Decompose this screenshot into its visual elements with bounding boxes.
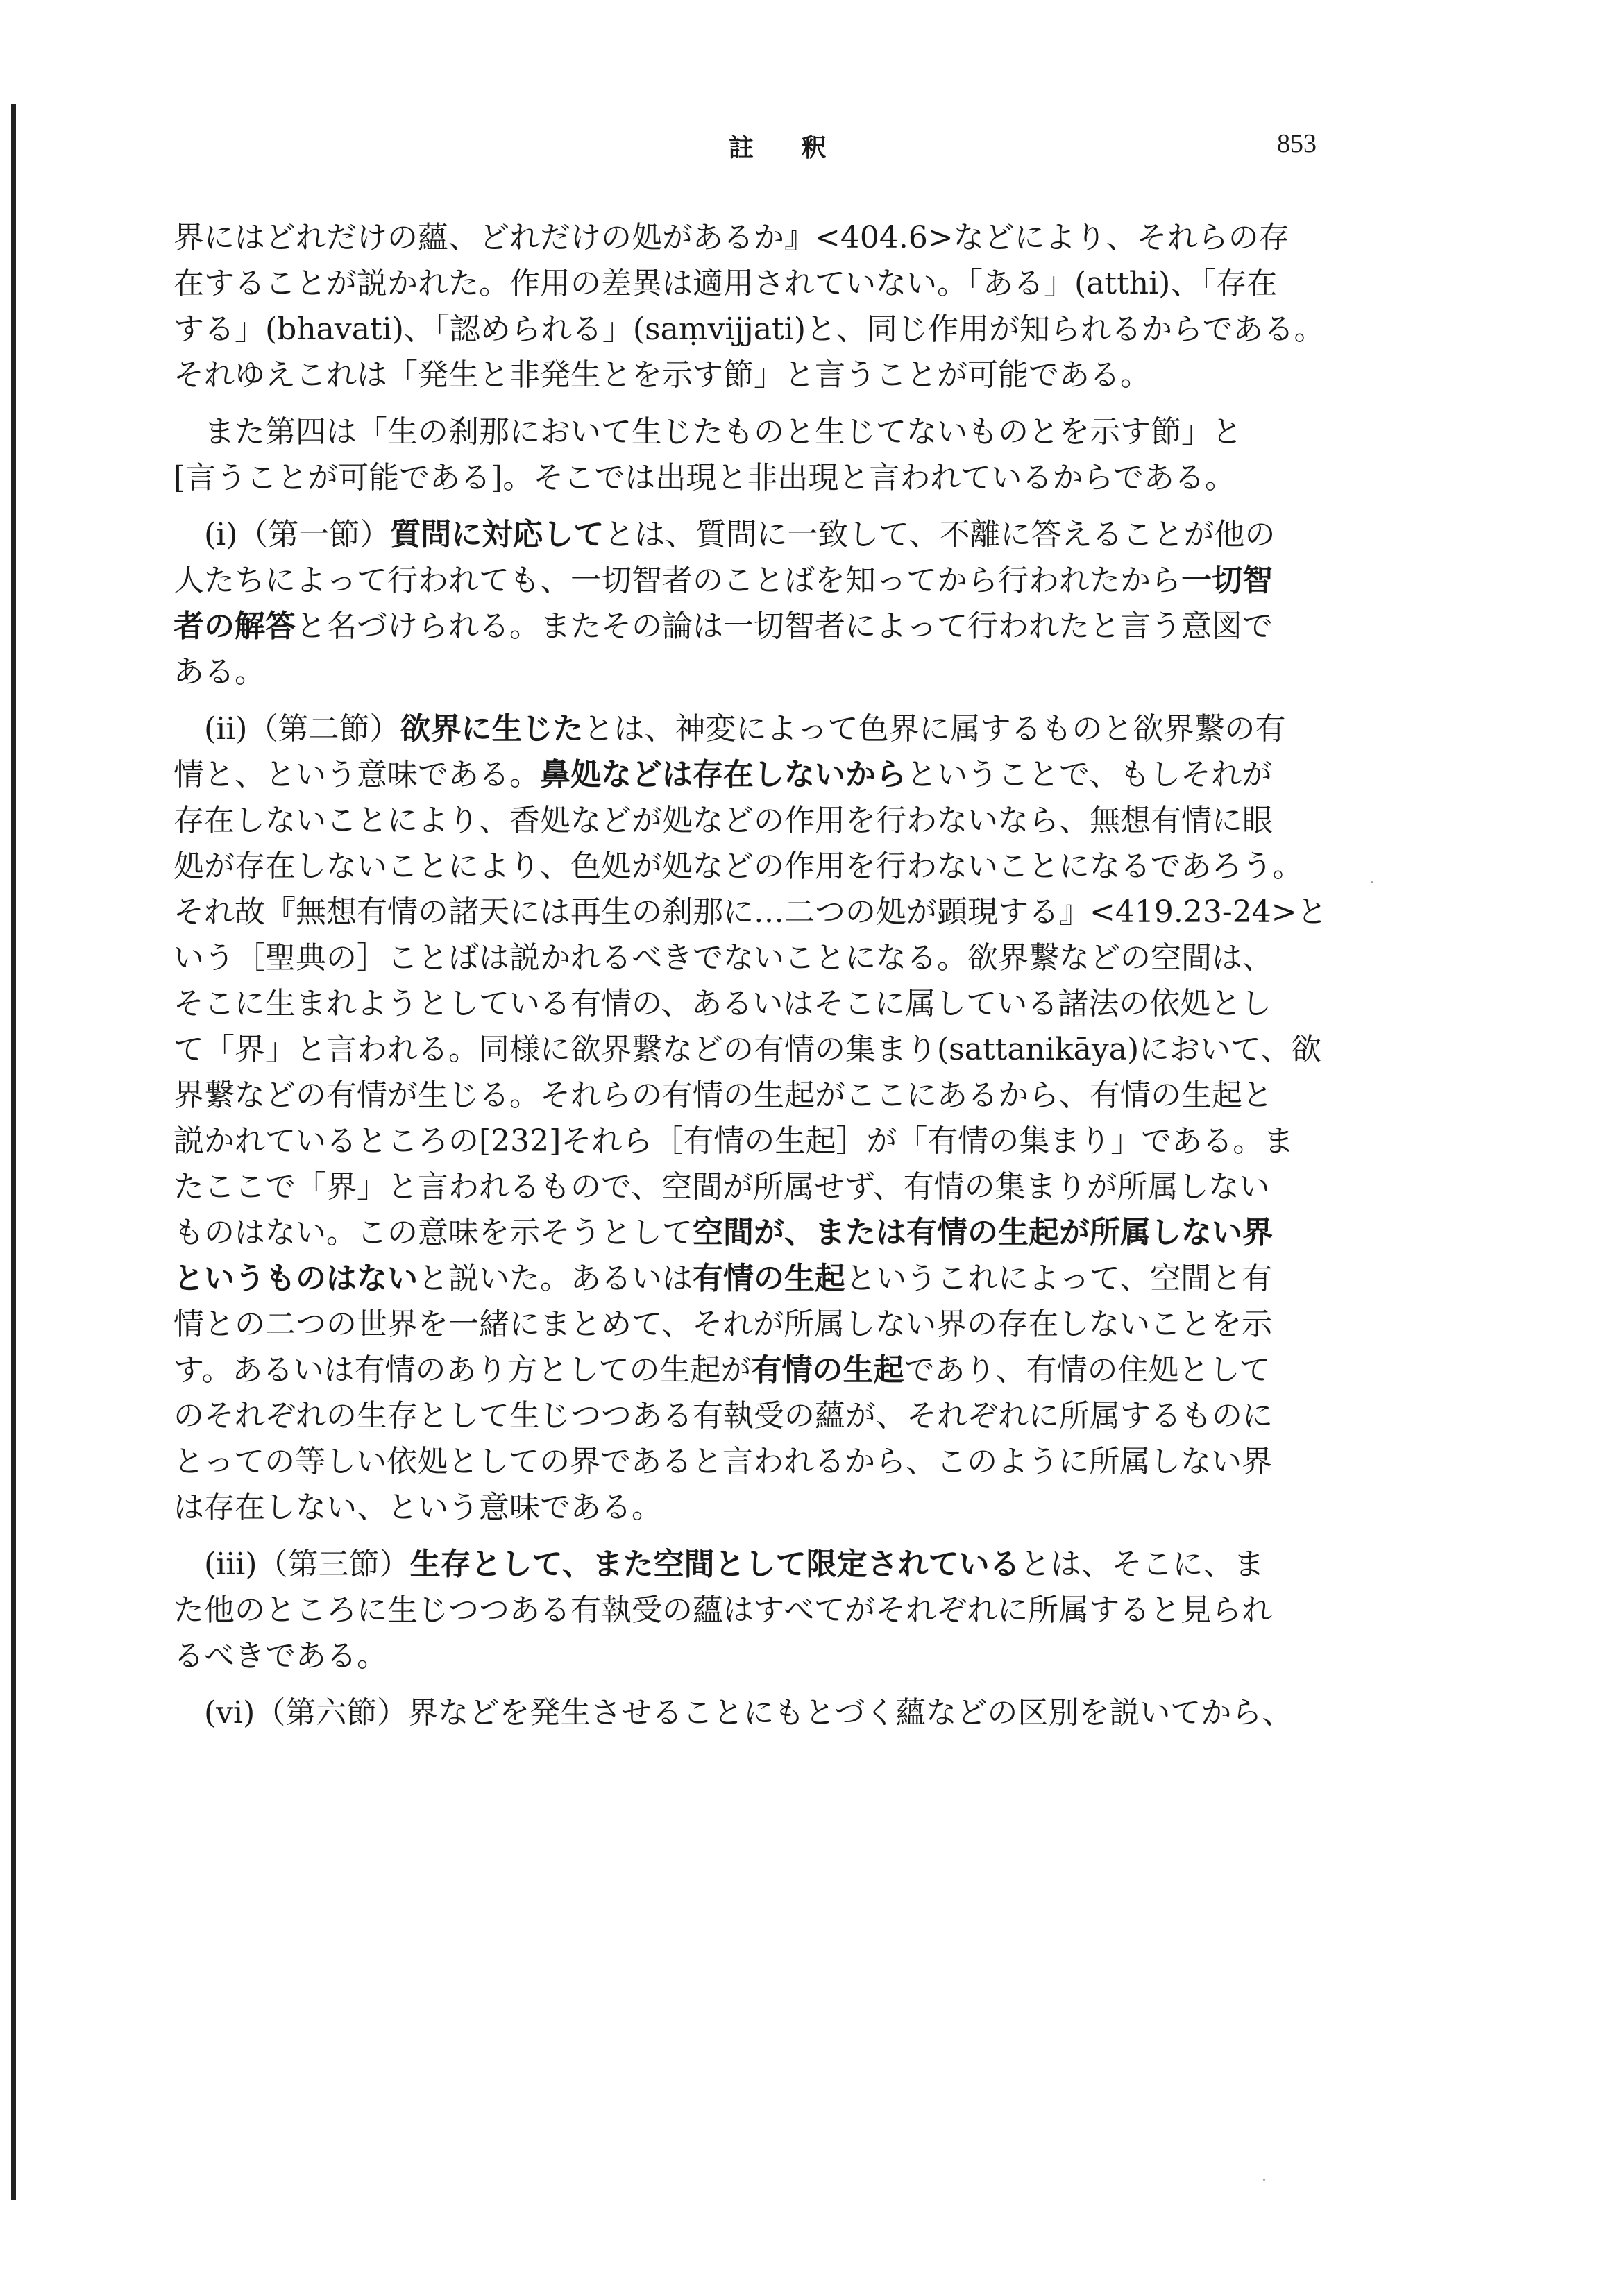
text-segment: いう［聖典の］ことばは説かれるべきでないことになる。欲界繋などの空間は、: [174, 940, 1273, 976]
text-line: [174, 1485, 1360, 1531]
paragraph: [174, 1690, 1360, 1736]
paragraph: [174, 1542, 1360, 1679]
text-line: [174, 752, 1360, 798]
text-line: [174, 455, 1360, 501]
paragraph-gap: [174, 1531, 1360, 1542]
text-segment: た他のところに生じつつある有執受の蘊はすべてがそれぞれに所属すると見られ: [174, 1592, 1273, 1628]
text-segment: (i)（第一節）: [174, 517, 391, 552]
text-segment: ということで、もしそれが: [906, 757, 1273, 792]
text-segment: す。あるいは有情のあり方としての生起が: [174, 1352, 752, 1388]
text-line: [174, 844, 1360, 890]
text-segment: それ故『無想有情の諸天には再生の刹那に…二つの処が顕現する』<419.23-24>と: [174, 894, 1328, 930]
text-segment: であり、有情の住処として: [904, 1352, 1271, 1388]
text-segment: 存在しないことにより、香処などが処などの作用を行わないなら、無想有情に眼: [174, 803, 1273, 838]
text-segment: (ii)（第二節）: [174, 711, 400, 747]
paragraph: [174, 512, 1360, 695]
text-line: [174, 1210, 1360, 1256]
text-segment: (vi)（第六節）界などを発生させることにもとづく蘊などの区別を説いてから、: [174, 1695, 1293, 1730]
text-segment: ものはない。この意味を示そうとして: [174, 1215, 693, 1250]
text-line: [174, 352, 1360, 398]
bold-term: 生存として、また空間として限定されている: [409, 1547, 1020, 1582]
text-segment: と名づけられる。またその論は一切智者によって行われたと言う意図で: [296, 609, 1273, 644]
text-segment: て「界」と言われる。同様に欲界繋などの有情の集まり(sattanikāya)において、欲: [174, 1032, 1322, 1067]
bold-term: 質問に対応して: [390, 517, 604, 552]
text-segment: るべきである。: [174, 1638, 387, 1674]
bold-term: 有情の生起: [751, 1352, 904, 1388]
text-line: [174, 1542, 1360, 1588]
text-segment: [言うことが可能である]。そこでは出現と非出現と言われているからである。: [174, 460, 1235, 495]
paragraph: [174, 706, 1360, 1531]
text-line: [174, 261, 1360, 307]
paragraph-gap: [174, 398, 1360, 409]
text-segment: また第四は「生の刹那において生じたものと生じてないものとを示す節」と: [174, 414, 1242, 450]
text-line: [174, 215, 1360, 261]
text-segment: 界にはどれだけの蘊、どれだけの処があるか』<404.6>などにより、それらの存: [174, 220, 1289, 255]
text-segment: (iii)（第三節）: [174, 1547, 410, 1582]
scan-speck: [1371, 881, 1373, 883]
text-line: [174, 649, 1360, 695]
text-segment: たここで「界」と言われるもので、空間が所属せず、有情の集まりが所属しない: [174, 1169, 1270, 1205]
text-line: [174, 1164, 1360, 1210]
page-header: [0, 128, 1624, 170]
text-segment: 界繋などの有情が生じる。それらの有情の生起がここにあるから、有情の生起と: [174, 1078, 1273, 1113]
text-line: [174, 604, 1360, 649]
paragraph: [174, 215, 1360, 398]
text-line: [174, 1256, 1360, 1302]
text-segment: とは、そこに、ま: [1020, 1547, 1264, 1582]
bold-term: 一切智: [1181, 563, 1273, 598]
text-segment: そこに生まれようとしている有情の、あるいはそこに属している諸法の依処とし: [174, 986, 1272, 1021]
paragraph: [174, 409, 1360, 501]
text-line: [174, 558, 1360, 604]
text-segment: 説かれているところの[232]それら［有情の生起］が「有情の集まり」である。ま: [174, 1123, 1294, 1159]
paragraph-gap: [174, 695, 1360, 706]
text-segment: と説いた。あるいは: [418, 1261, 693, 1296]
body-text: [174, 215, 1360, 1736]
text-line: [174, 409, 1360, 455]
scan-speck: [1263, 2179, 1265, 2181]
text-line: [174, 1347, 1360, 1393]
text-line: [174, 1633, 1360, 1679]
text-segment: 処が存在しないことにより、色処が処などの作用を行わないことになるであろう。: [174, 849, 1303, 884]
text-segment: 在することが説かれた。作用の差異は適用されていない。「ある」(atthi)、「存在: [174, 266, 1278, 301]
bold-term: 者の解答: [174, 609, 296, 644]
page-number: 853: [1277, 129, 1317, 158]
text-line: [174, 798, 1360, 844]
text-line: [174, 1302, 1360, 1347]
bold-term: 空間が、または有情の生起が所属しない界: [693, 1215, 1273, 1250]
bold-term: 有情の生起: [693, 1261, 845, 1296]
text-line: [174, 981, 1360, 1027]
text-line: [174, 1027, 1360, 1073]
text-segment: ある。: [174, 654, 265, 690]
text-line: [174, 1393, 1360, 1439]
text-segment: とは、質問に一致して、不離に答えることが他の: [604, 517, 1276, 552]
text-segment: とっての等しい依処としての界であると言われるから、このように所属しない界: [174, 1444, 1273, 1479]
bold-term: というものはない: [174, 1261, 418, 1296]
text-segment: する」(bhavati)、「認められる」(saṃvijjati)と、同じ作用が知られるからである。: [174, 312, 1325, 347]
text-segment: 人たちによって行われても、一切智者のことばを知ってから行われたから: [174, 563, 1181, 598]
running-title: 註 釈: [729, 133, 846, 162]
text-line: [174, 1119, 1360, 1164]
paragraph-gap: [174, 501, 1360, 512]
text-segment: 情との二つの世界を一緒にまとめて、それが所属しない界の存在しないことを示: [174, 1307, 1273, 1342]
text-line: [174, 1690, 1360, 1736]
text-line: [174, 1073, 1360, 1119]
text-line: [174, 935, 1360, 981]
text-segment: それゆえこれは「発生と非発生とを示す節」と言うことが可能である。: [174, 357, 1151, 393]
text-line: [174, 1588, 1360, 1633]
text-line: [174, 1439, 1360, 1485]
text-segment: というこれによって、空間と有: [845, 1261, 1273, 1296]
text-segment: 情と、という意味である。: [174, 757, 540, 792]
scan-edge: [11, 104, 16, 2200]
text-line: [174, 706, 1360, 752]
text-segment: とは、神変によって色界に属するものと欲界繋の有: [583, 711, 1286, 747]
text-segment: は存在しない、という意味である。: [174, 1490, 662, 1525]
text-line: [174, 512, 1360, 558]
bold-term: 鼻処などは存在しないから: [540, 757, 906, 792]
bold-term: 欲界に生じた: [400, 711, 584, 747]
text-line: [174, 890, 1360, 935]
text-segment: のそれぞれの生存として生じつつある有執受の蘊が、それぞれに所属するものに: [174, 1398, 1273, 1434]
text-line: [174, 307, 1360, 352]
paragraph-gap: [174, 1679, 1360, 1690]
